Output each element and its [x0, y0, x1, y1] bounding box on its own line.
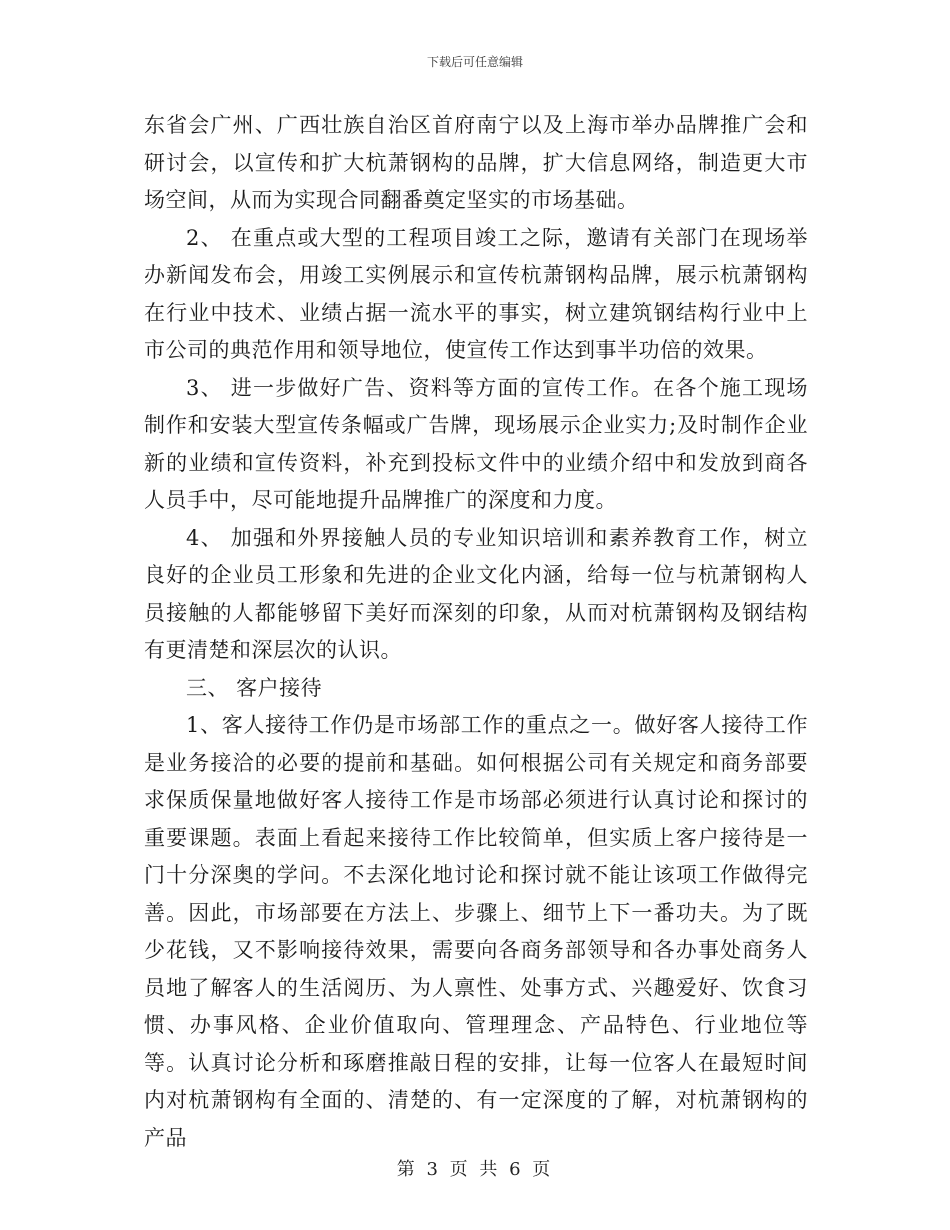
- paragraph-item-3: 3、 进一步做好广告、资料等方面的宣传工作。在各个施工现场制作和安装大型宣传条幅或广告牌，现场展示企业实力;及时制作企业新的业绩和宣传资料，补充到投标文件中的业绩介绍中和发放到商各人员手中，尽可能地提升品牌推广的深度和力度。: [144, 375, 808, 512]
- paragraph-item-2: 2、 在重点或大型的工程项目竣工之际，邀请有关部门在现场举办新闻发布会，用竣工实例展示和宣传杭萧钢构品牌，展示杭萧钢构在行业中技术、业绩占据一流水平的事实，树立建筑钢结构行业中上市公司的典范作用和领导地位，使宣传工作达到事半功倍的效果。: [144, 225, 808, 362]
- header-note: 下载后可任意编辑: [426, 55, 523, 69]
- paragraph-continuation: 东省会广州、广西壮族自治区首府南宁以及上海市举办品牌推广会和研讨会，以宣传和扩大杭萧钢构的品牌，扩大信息网络，制造更大市场空间，从而为实现合同翻番奠定坚实的市场基础。: [144, 113, 808, 212]
- paragraph-item-4: 4、 加强和外界接触人员的专业知识培训和素养教育工作，树立良好的企业员工形象和先进的企业文化内涵，给每一位与杭萧钢构人员接触的人都能够留下美好而深刻的印象，从而对杭萧钢构及钢结构有更清楚和深层次的认识。: [144, 525, 808, 662]
- section-heading-customer-reception: 三、 客户接待: [186, 675, 323, 700]
- document-body: [144, 107, 808, 1157]
- page-number: 第 3 页 共 6 页: [396, 1159, 554, 1180]
- paragraph-reception-1: 1、客人接待工作仍是市场部工作的重点之一。做好客人接待工作是业务接洽的必要的提前和基础。如何根据公司有关规定和商务部要求保质保量地做好客人接待工作是市场部必须进行认真讨论和探讨的重要课题。表面上看起来接待工作比较简单，但实质上客户接待是一门十分深奥的学问。不去深化地讨论和探讨就不能让该项工作做得完善。因此，市场部要在方法上、步骤上、细节上下一番功夫。为了既少花钱，又不影响接待效果，需要向各商务部领导和各办事处商务人员地了解客人的生活阅历、为人禀性、处事方式、兴趣爱好、饮食习惯、办事风格、企业价值取向、管理理念、产品特色、行业地位等等。认真讨论分析和琢磨推敲日程的安排，让每一位客人在最短时间内对杭萧钢构有全面的、清楚的、有一定深度的了解，对杭萧钢构的产品: [144, 713, 808, 1150]
